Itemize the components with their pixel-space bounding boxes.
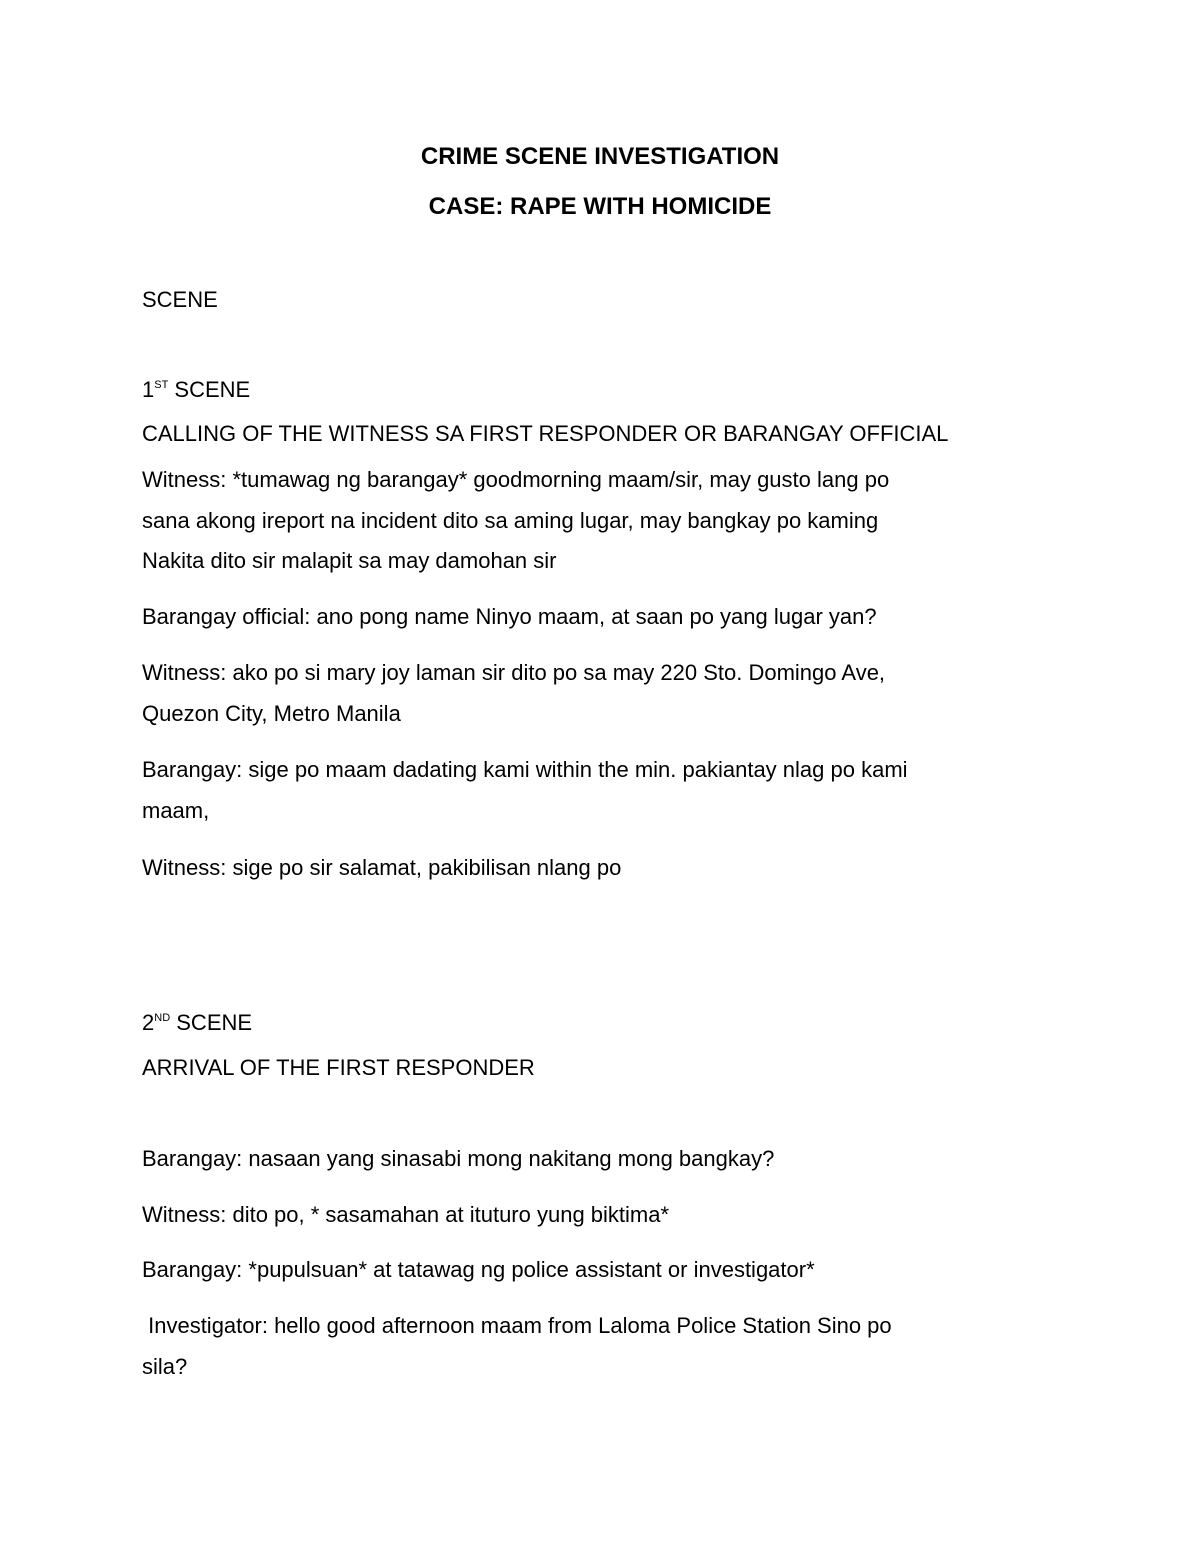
scene2-line: sila? <box>142 1354 188 1379</box>
scene1-line: Quezon City, Metro Manila <box>142 701 401 726</box>
scene1-line: Witness: *tumawag ng barangay* goodmorning maam/sir, may gusto lang po <box>142 467 890 492</box>
scene1-word: SCENE <box>168 377 251 402</box>
scene2-heading <box>142 1010 252 1036</box>
scene2-line: Barangay: nasaan yang sinasabi mong nakitang mong bangkay? <box>142 1146 775 1171</box>
scene2-line: Witness: dito po, * sasamahan at ituturo yung biktima* <box>142 1202 670 1227</box>
scene1-line: Barangay: sige po maam dadating kami within the min. pakiantay nlag po kami <box>142 757 908 782</box>
scene2-subtitle: ARRIVAL OF THE FIRST RESPONDER <box>142 1055 535 1080</box>
scene1-line: Barangay official: ano pong name Ninyo maam, at saan po yang lugar yan? <box>142 604 877 629</box>
scene2-line: Investigator: hello good afternoon maam from Laloma Police Station Sino po <box>142 1313 892 1338</box>
scene1-line: maam, <box>142 798 210 823</box>
scene1-number: 1 <box>142 377 155 402</box>
scene-heading: SCENE <box>142 287 218 312</box>
scene1-heading <box>142 377 250 403</box>
scene1-line: Nakita dito sir malapit sa may damohan sir <box>142 548 557 573</box>
scene2-number: 2 <box>142 1010 155 1035</box>
scene1-subtitle: CALLING OF THE WITNESS SA FIRST RESPONDER OR BARANGAY OFFICIAL <box>142 421 949 446</box>
scene1-line: sana akong ireport na incident dito sa aming lugar, may bangkay po kaming <box>142 508 879 533</box>
scene1-ordinal-suffix: ST <box>154 379 169 391</box>
document-title: CRIME SCENE INVESTIGATION <box>420 143 780 170</box>
scene2-word: SCENE <box>170 1010 253 1035</box>
case-title: CASE: RAPE WITH HOMICIDE <box>428 193 772 220</box>
scene1-line: Witness: ako po si mary joy laman sir dito po sa may 220 Sto. Domingo Ave, <box>142 660 886 685</box>
scene2-ordinal-suffix: ND <box>154 1012 171 1024</box>
scene1-line: Witness: sige po sir salamat, pakibilisan nlang po <box>142 855 622 880</box>
scene2-line: Barangay: *pupulsuan* at tatawag ng police assistant or investigator* <box>142 1257 815 1282</box>
